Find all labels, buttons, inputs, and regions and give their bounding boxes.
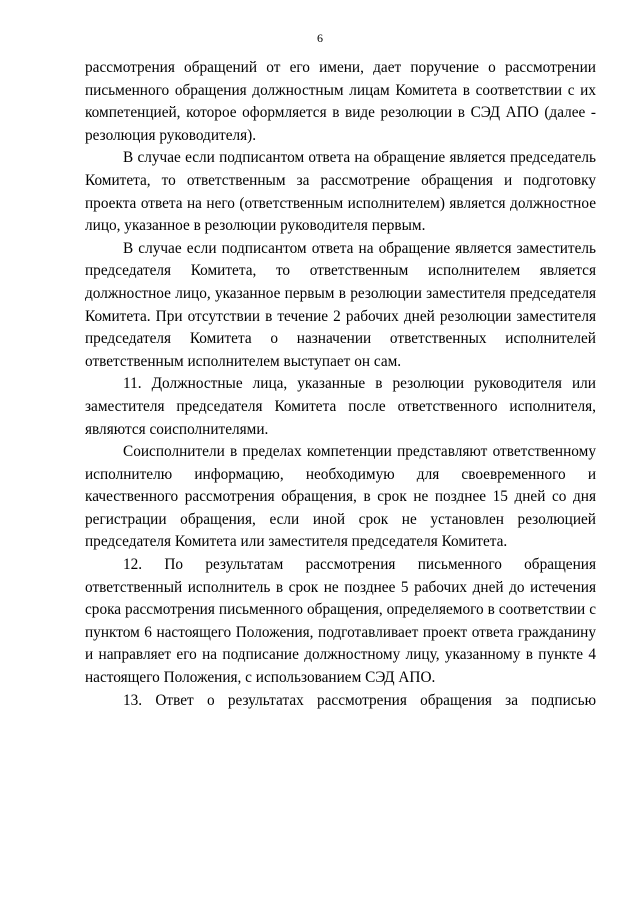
paragraph-continuation: рассмотрения обращений от его имени, дает поручение о рассмотрении письменного обращения должностным лицам Комитета в соответствии с их компетенцией, которое оформляется в виде резолюции в СЭД АПО (далее - резолюция руководителя). — [85, 59, 596, 144]
paragraph-deputy-signatory: В случае если подписантом ответа на обращение является заместитель председателя Комитета, то ответственным исполнителем является должностное лицо, указанное первым в резолюции заместителя председателя Комитета. При отсутствии в течение 2 рабочих дней резолюции заместителя председателя Комитета о назначении ответственных исполнителей ответственным исполнителем выступает он сам. — [85, 239, 596, 370]
paragraph-co-executors: Соисполнители в пределах компетенции представляют ответственному исполнителю информацию, необходимую для своевременного и качественного рассмотрения обращения, в срок не позднее 15 дней со дня регистрации обращения, если иной срок не установлен резолюцией председателя Комитета или заместителя председателя Комитета. — [85, 443, 596, 551]
paragraph-item-13: 13. Ответ о результатах рассмотрения обращения за подписью — [123, 691, 596, 709]
paragraph-item-12: 12. По результатам рассмотрения письменного обращения ответственный исполнитель в срок не позднее 5 рабочих дней до истечения срока рассмотрения письменного обращения, определяемого в соответствии с пунктом 6 настоящего Положения, подготавливает проект ответа гражданину и направляет его на подписание должностному лицу, указанному в пункте 4 настоящего Положения, с использованием СЭД АПО. — [85, 556, 596, 687]
document-body — [85, 57, 596, 712]
page-number: 6 — [317, 31, 323, 45]
paragraph-item-11: 11. Должностные лица, указанные в резолюции руководителя или заместителя председателя Комитета после ответственного исполнителя, являются соисполнителями. — [85, 375, 596, 438]
paragraph-chairman-signatory: В случае если подписантом ответа на обращение является председатель Комитета, то ответственным за рассмотрение обращения и подготовку проекта ответа на него (ответственным исполнителем) является должностное лицо, указанное в резолюции руководителя первым. — [85, 149, 596, 235]
